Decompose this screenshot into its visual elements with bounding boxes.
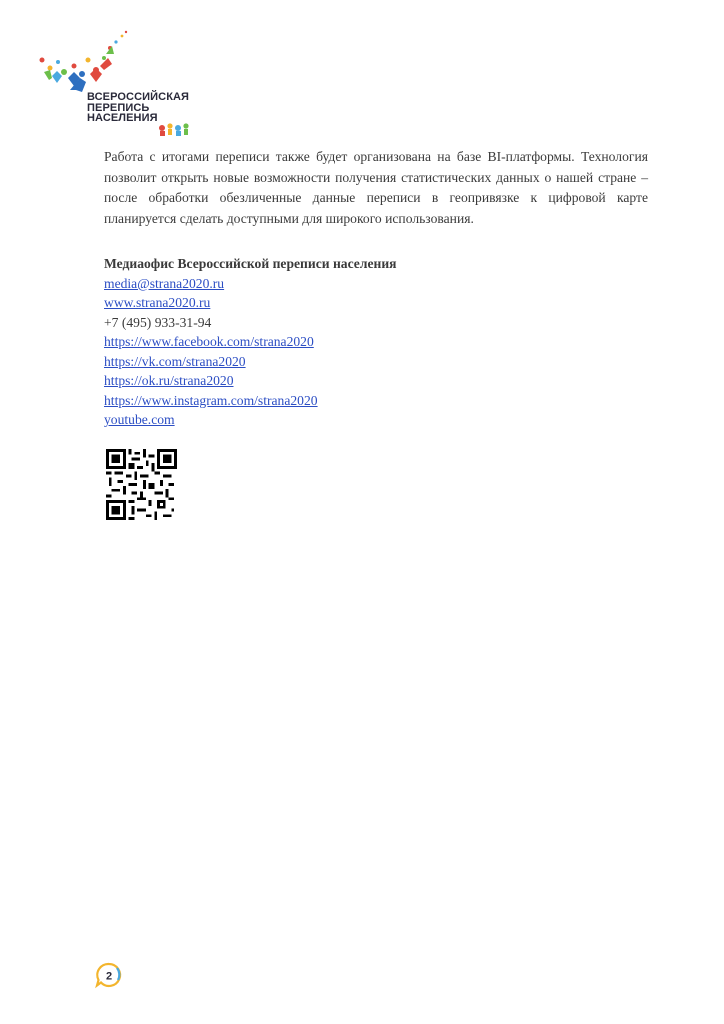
page-number: 2 <box>105 970 113 983</box>
phone-number: +7 (495) 933-31-94 <box>104 314 212 330</box>
census-logo <box>34 30 204 140</box>
qr-code <box>106 449 177 520</box>
logo-line-2: ПЕРЕПИСЬ <box>87 101 150 114</box>
email-link[interactable]: media@strana2020.ru <box>104 275 225 291</box>
logo-line-3: НАСЕЛЕНИЯ <box>87 112 158 124</box>
contacts-heading: Медиаофис Всероссийской переписи населения <box>104 256 397 271</box>
contacts-block <box>104 254 524 430</box>
ok-link[interactable]: https://ok.ru/strana2020 <box>104 373 234 388</box>
page-number-badge <box>94 960 124 990</box>
intro-paragraph: Работа с итогами переписи также будет организована на базе BI-платформы. Технология позволит открыть новые возможности получения статистических данных о нашей стране – после обработки обезличенные данные переписи в геопривязке к цифровой карте планируется сделать доступными для широкого использования. <box>104 149 648 226</box>
logo-line-1: ВСЕРОССИЙСКАЯ <box>87 91 190 103</box>
youtube-link[interactable]: youtube.com <box>104 412 175 427</box>
vk-link[interactable]: https://vk.com/strana2020 <box>104 353 246 369</box>
page-number-bubble-icon <box>94 960 124 990</box>
logo-wordmark <box>87 92 189 124</box>
facebook-link[interactable]: https://www.facebook.com/strana2020 <box>104 334 314 349</box>
instagram-link[interactable]: https://www.instagram.com/strana2020 <box>104 392 318 408</box>
qr-code-icon <box>106 449 177 520</box>
website-link[interactable]: www.strana2020.ru <box>104 295 211 310</box>
